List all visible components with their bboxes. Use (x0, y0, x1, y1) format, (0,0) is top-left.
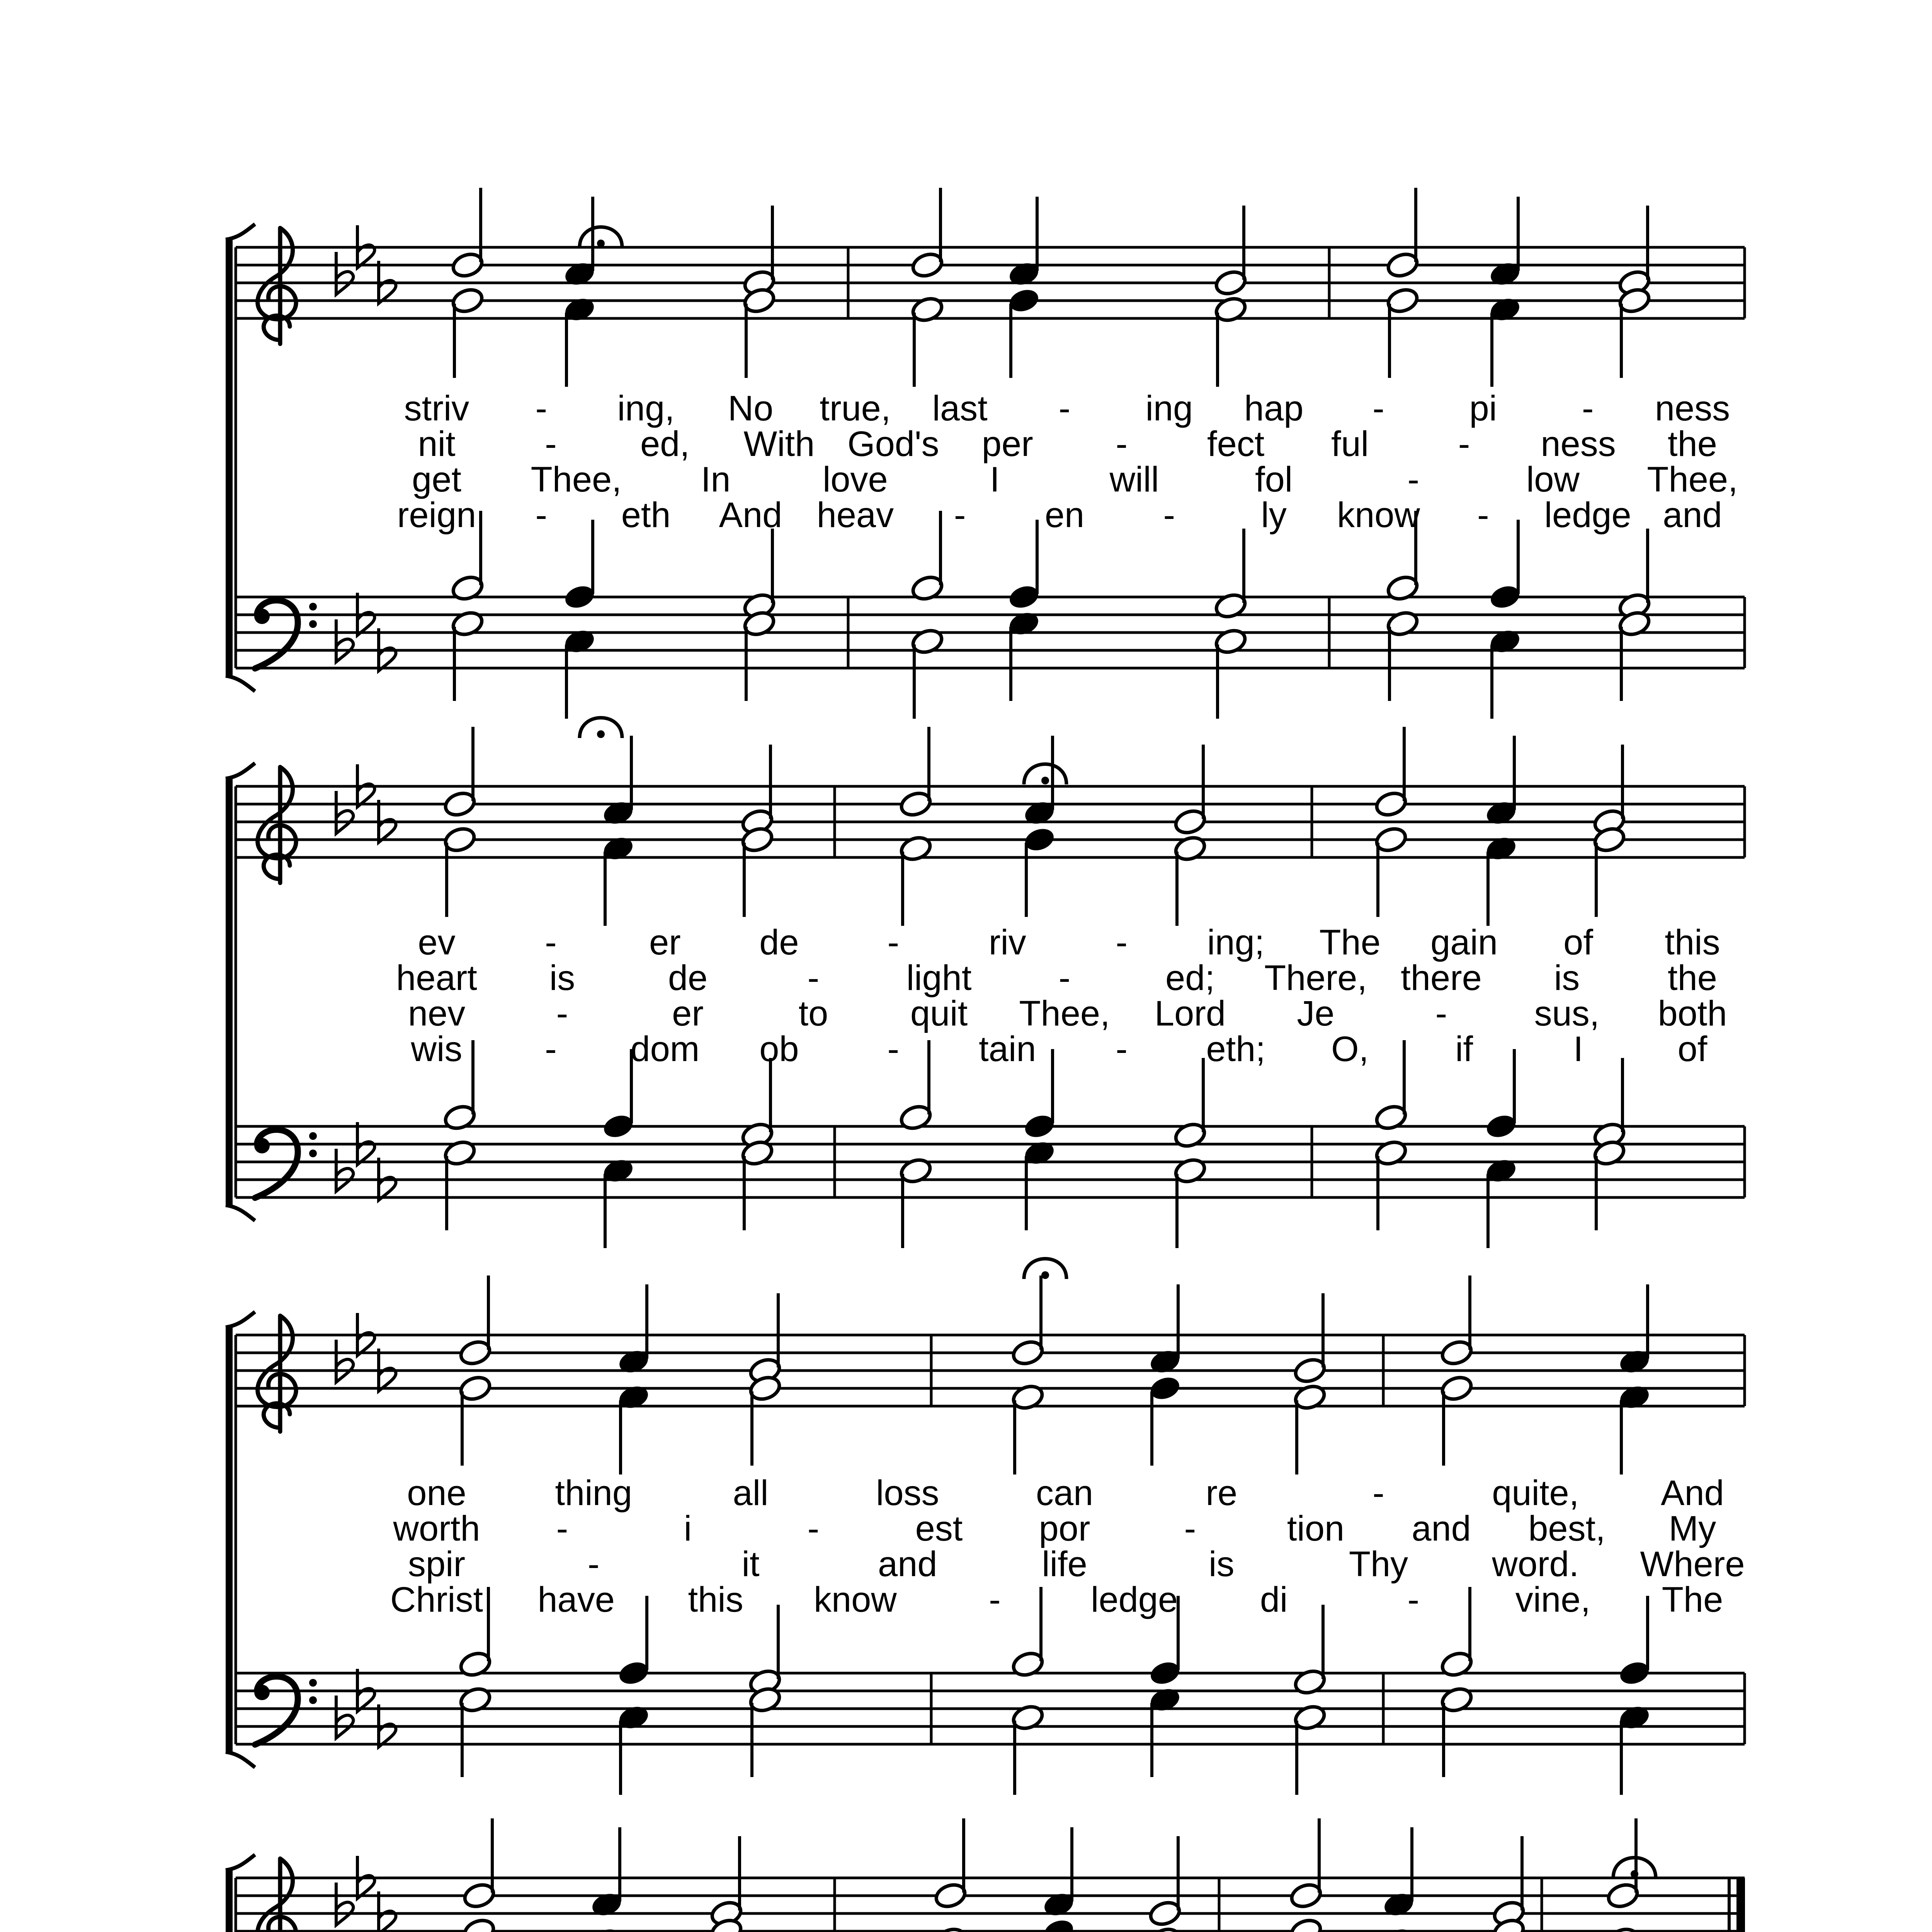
lyric-syllable: est (915, 1509, 963, 1548)
bass-note (748, 1685, 782, 1777)
treble-note (1492, 1836, 1526, 1928)
lyric-hyphen: - (1372, 389, 1384, 428)
lyric-syllable: low (1526, 460, 1580, 499)
lyric-hyphen: - (1458, 424, 1470, 464)
lyric-hyphen: - (989, 1580, 1001, 1619)
bass-note (1617, 609, 1651, 701)
bass-note (1484, 1049, 1518, 1141)
bass-note (740, 1058, 774, 1150)
treble-note (742, 206, 776, 297)
lyric-syllable: de (668, 958, 708, 998)
lyric-syllable: tain (979, 1029, 1036, 1069)
bass-clef-icon (254, 600, 317, 668)
treble-note (1592, 745, 1626, 836)
bass-note (1173, 1156, 1207, 1248)
bass-flat-b-icon (336, 1149, 353, 1191)
lyric-syllable: nit (418, 424, 456, 464)
lyric-syllable: por (1039, 1509, 1090, 1548)
treble-note (1289, 1818, 1323, 1910)
lyric-syllable: In (701, 460, 731, 499)
lyric-syllable: thing (555, 1473, 632, 1513)
bass-note (1488, 520, 1522, 611)
bass-note (1213, 529, 1248, 620)
bass-note (898, 1040, 933, 1132)
lyric-syllable: there (1401, 958, 1482, 998)
lyric-syllable: can (1036, 1473, 1094, 1513)
treble-note (462, 1818, 496, 1910)
bass-note (601, 1156, 635, 1248)
lyric-syllable: There, (1264, 958, 1367, 998)
lyric-syllable: Lord (1154, 994, 1226, 1033)
lyric-syllable: Thee, (531, 460, 622, 499)
bass-note (1293, 1605, 1327, 1696)
bass-note (616, 1596, 651, 1687)
lyric-syllable: know (813, 1580, 897, 1619)
lyric-syllable: life (1042, 1544, 1087, 1584)
treble-note (898, 727, 933, 818)
bass-note (616, 1703, 651, 1795)
lyric-hyphen: - (535, 495, 548, 535)
bass-note (1374, 1040, 1408, 1132)
treble-note (1484, 834, 1518, 926)
lyric-hyphen: - (556, 1509, 568, 1548)
treble-note (748, 1293, 782, 1385)
lyric-syllable: I (1573, 1029, 1583, 1069)
bass-note (1293, 1703, 1327, 1795)
treble-note (442, 727, 477, 818)
lyric-syllable: last (932, 389, 988, 428)
treble-flat-b-icon (336, 252, 353, 294)
lyric-syllable: of (1677, 1029, 1708, 1069)
lyric-syllable: per (981, 424, 1033, 464)
lyric-syllable: ed, (640, 424, 690, 464)
bass-note (442, 1139, 477, 1230)
treble-note (1488, 197, 1522, 288)
treble-note (1148, 1836, 1182, 1928)
lyric-syllable: tion (1287, 1509, 1345, 1548)
lyric-syllable: and (1412, 1509, 1471, 1548)
lyric-syllable: No (728, 389, 774, 428)
lyric-syllable: both (1658, 994, 1727, 1033)
treble-note (1293, 1293, 1327, 1385)
bass-note (562, 627, 597, 719)
treble-clef-icon (258, 1316, 296, 1432)
treble-note (1213, 295, 1248, 387)
treble-note (1592, 825, 1626, 917)
lyric-syllable: With (743, 424, 815, 464)
lyric-syllable: worth (393, 1509, 480, 1548)
treble-flat-b-icon (336, 791, 353, 833)
treble-note (1173, 745, 1207, 836)
lyric-syllable: Thee, (1647, 460, 1738, 499)
fermata-icon (1024, 1259, 1066, 1279)
lyric-syllable: reign (397, 495, 476, 535)
treble-note (910, 295, 944, 387)
lyric-syllable: is (549, 958, 575, 998)
bass-note (742, 609, 776, 701)
bass-note (1010, 1703, 1045, 1795)
lyric-syllable: of (1563, 923, 1593, 962)
lyric-syllable: er (672, 994, 704, 1033)
lyric-hyphen: - (1407, 460, 1420, 499)
treble-note (1374, 825, 1408, 917)
bass-note (450, 609, 485, 701)
treble-note (458, 1276, 492, 1367)
lyric-syllable: ness (1655, 389, 1730, 428)
lyric-syllable: ed; (1165, 958, 1215, 998)
lyric-syllable: heav (816, 495, 894, 535)
treble-flat-a-icon (379, 1891, 396, 1932)
lyric-syllable: riv (988, 923, 1026, 962)
lyric-syllable: get (412, 460, 461, 499)
lyric-hyphen: - (1116, 424, 1128, 464)
treble-note (616, 1284, 651, 1376)
treble-flat-b-icon (336, 1340, 353, 1382)
treble-note (1022, 825, 1056, 917)
treble-note (740, 825, 774, 917)
bass-note (1010, 1587, 1045, 1679)
lyric-syllable: O, (1331, 1029, 1369, 1069)
treble-note (1293, 1383, 1327, 1475)
treble-note (1381, 1827, 1416, 1919)
treble-note (1041, 1917, 1076, 1932)
lyric-syllable: nev (408, 994, 466, 1033)
lyric-hyphen: - (1116, 1029, 1128, 1069)
lyric-hyphen: - (545, 1029, 557, 1069)
lyric-syllable: er (649, 923, 681, 962)
bass-note (1374, 1139, 1408, 1230)
treble-note (1488, 295, 1522, 387)
lyric-syllable: the (1668, 424, 1717, 464)
lyric-syllable: Thee, (1019, 994, 1110, 1033)
system-bracket (226, 763, 255, 1221)
lyric-syllable: heart (396, 958, 477, 998)
lyric-syllable: spir (408, 1544, 466, 1584)
lyric-syllable: ly (1261, 495, 1287, 535)
lyric-syllable: have (537, 1580, 615, 1619)
lyric-hyphen: - (1116, 923, 1128, 962)
lyric-syllable: and (1663, 495, 1722, 535)
lyric-syllable: fect (1207, 424, 1265, 464)
lyric-syllable: will (1109, 460, 1159, 499)
lyric-hyphen: - (1407, 1580, 1420, 1619)
treble-note (1484, 736, 1518, 827)
treble-note (1213, 206, 1248, 297)
treble-note (1439, 1374, 1474, 1466)
bass-note (748, 1605, 782, 1696)
lyric-syllable: en (1044, 495, 1085, 535)
lyrics-layer (390, 389, 1745, 1932)
lyric-hyphen: - (556, 994, 568, 1033)
lyric-syllable: And (719, 495, 782, 535)
treble-note (933, 1818, 968, 1910)
lyric-syllable: hap (1244, 389, 1304, 428)
lyric-syllable: ev (418, 923, 456, 962)
treble-note (1289, 1917, 1323, 1932)
lyric-hyphen: - (1058, 958, 1071, 998)
fermata-icon (580, 227, 622, 248)
treble-note (1617, 1284, 1651, 1376)
treble-clef-icon (258, 228, 296, 344)
lyric-syllable: ful (1331, 424, 1369, 464)
lyric-syllable: and (878, 1544, 937, 1584)
treble-note (616, 1383, 651, 1475)
lyric-syllable: striv (404, 389, 469, 428)
treble-note (462, 1917, 496, 1932)
lyric-syllable: this (688, 1580, 743, 1619)
lyric-syllable: ing, (617, 389, 675, 428)
treble-note (898, 834, 933, 926)
treble-note (442, 825, 477, 917)
bass-note (1592, 1139, 1626, 1230)
bass-clef-icon (254, 1677, 317, 1745)
bass-note (910, 511, 944, 602)
treble-note (601, 736, 635, 827)
treble-note (1148, 1284, 1182, 1376)
treble-note (1148, 1374, 1182, 1466)
lyric-syllable: eth; (1206, 1029, 1265, 1069)
lyric-syllable: ing; (1207, 923, 1265, 962)
lyric-syllable: word. (1492, 1544, 1579, 1584)
treble-note (1173, 834, 1207, 926)
lyric-syllable: gain (1430, 923, 1498, 962)
lyric-syllable: fol (1255, 460, 1293, 499)
lyric-syllable: i (684, 1509, 692, 1548)
lyric-syllable: Je (1297, 994, 1335, 1033)
bass-note (1007, 520, 1041, 611)
bass-note (898, 1156, 933, 1248)
bass-note (1617, 1596, 1651, 1687)
lyric-syllable: ing (1145, 389, 1193, 428)
lyric-hyphen: - (1372, 1473, 1384, 1513)
treble-note (1605, 1818, 1640, 1910)
treble-note (1374, 727, 1408, 818)
lyric-syllable: And (1661, 1473, 1724, 1513)
lyric-syllable: de (759, 923, 799, 962)
treble-flat-b-icon (336, 1883, 353, 1925)
lyric-hyphen: - (1058, 389, 1071, 428)
treble-note (1385, 188, 1420, 279)
lyric-hyphen: - (1582, 389, 1594, 428)
lyric-syllable: wis (411, 1029, 463, 1069)
treble-note (1022, 736, 1056, 827)
bass-note (1488, 627, 1522, 719)
lyric-syllable: quite, (1492, 1473, 1579, 1513)
bass-note (458, 1685, 492, 1777)
treble-note (1617, 1383, 1651, 1475)
lyric-hyphen: - (887, 923, 900, 962)
bass-note (742, 529, 776, 620)
treble-note (1385, 286, 1420, 378)
treble-note (1439, 1276, 1474, 1367)
treble-note (742, 286, 776, 378)
treble-note (748, 1374, 782, 1466)
lyric-syllable: true, (820, 389, 891, 428)
bass-note (1617, 1703, 1651, 1795)
lyric-syllable: sus, (1534, 994, 1600, 1033)
bass-note (910, 627, 944, 719)
system-bracket (226, 1855, 255, 1932)
lyric-syllable: one (407, 1473, 466, 1513)
treble-note (709, 1836, 743, 1928)
treble-note (450, 188, 485, 279)
bass-clef-icon (254, 1130, 317, 1198)
lyric-hyphen: - (1477, 495, 1489, 535)
lyric-syllable: I (990, 460, 1000, 499)
lyric-syllable: know (1337, 495, 1420, 535)
treble-note (450, 286, 485, 378)
bass-flat-b-icon (336, 1696, 353, 1738)
lyric-syllable: dom (630, 1029, 700, 1069)
lyric-syllable: all (733, 1473, 769, 1513)
lyric-syllable: ledge (1091, 1580, 1178, 1619)
treble-note (1007, 197, 1041, 288)
lyric-syllable: ledge (1544, 495, 1631, 535)
lyric-syllable: Where (1640, 1544, 1745, 1584)
treble-note (589, 1827, 624, 1919)
bass-note (1022, 1139, 1056, 1230)
treble-note (910, 188, 944, 279)
lyric-syllable: re (1206, 1473, 1238, 1513)
lyric-hyphen: - (807, 958, 820, 998)
lyric-syllable: best, (1528, 1509, 1605, 1548)
lyric-hyphen: - (1163, 495, 1175, 535)
lyric-syllable: loss (876, 1473, 939, 1513)
bass-note (1385, 609, 1420, 701)
bass-note (1007, 609, 1041, 701)
lyric-hyphen: - (887, 1029, 900, 1069)
lyric-syllable: My (1668, 1509, 1716, 1548)
lyric-hyphen: - (587, 1544, 600, 1584)
lyric-syllable: light (906, 958, 972, 998)
lyric-hyphen: - (807, 1509, 820, 1548)
lyric-syllable: eth (621, 495, 671, 535)
bass-note (1439, 1685, 1474, 1777)
bass-note (1173, 1058, 1207, 1150)
lyric-syllable: it (742, 1544, 760, 1584)
lyric-syllable: the (1668, 958, 1717, 998)
lyric-hyphen: - (545, 923, 557, 962)
lyric-syllable: ness (1541, 424, 1616, 464)
lyric-syllable: is (1554, 958, 1580, 998)
treble-note (1010, 1276, 1045, 1367)
lyric-syllable: God's (847, 424, 939, 464)
lyric-syllable: pi (1469, 389, 1497, 428)
system-bracket (226, 1312, 255, 1767)
bass-flat-b-icon (336, 619, 353, 662)
treble-note (740, 745, 774, 836)
bass-note (562, 520, 597, 611)
lyric-syllable: if (1455, 1029, 1473, 1069)
bass-note (1617, 529, 1651, 620)
bass-note (1148, 1685, 1182, 1777)
system-bracket (226, 224, 255, 691)
lyric-syllable: vine, (1515, 1580, 1591, 1619)
lyric-syllable: to (798, 994, 828, 1033)
fermata-icon (1024, 764, 1066, 785)
lyric-syllable: this (1665, 923, 1720, 962)
lyric-syllable: The (1662, 1580, 1723, 1619)
bass-note (740, 1139, 774, 1230)
treble-note (1007, 286, 1041, 378)
lyric-hyphen: - (1184, 1509, 1196, 1548)
lyric-hyphen: - (545, 424, 557, 464)
treble-note (601, 834, 635, 926)
bass-note (1213, 627, 1248, 719)
lyric-syllable: is (1209, 1544, 1235, 1584)
lyric-syllable: Christ (390, 1580, 483, 1619)
fermata-icon (580, 718, 622, 738)
lyric-syllable: di (1260, 1580, 1288, 1619)
treble-clef-icon (258, 767, 296, 883)
lyric-syllable: Thy (1349, 1544, 1408, 1584)
lyric-hyphen: - (1435, 994, 1447, 1033)
treble-note (1010, 1383, 1045, 1475)
bass-note (1439, 1587, 1474, 1679)
bass-note (1592, 1058, 1626, 1150)
treble-note (458, 1374, 492, 1466)
lyric-syllable: The (1319, 923, 1381, 962)
bass-note (1484, 1156, 1518, 1248)
lyric-syllable: ob (759, 1029, 799, 1069)
treble-note (1041, 1827, 1076, 1919)
lyric-hyphen: - (535, 389, 548, 428)
treble-note (562, 295, 597, 387)
lyric-hyphen: - (954, 495, 966, 535)
lyric-syllable: quit (910, 994, 968, 1033)
treble-note (1617, 286, 1651, 378)
lyric-syllable: love (822, 460, 888, 499)
treble-note (1617, 206, 1651, 297)
